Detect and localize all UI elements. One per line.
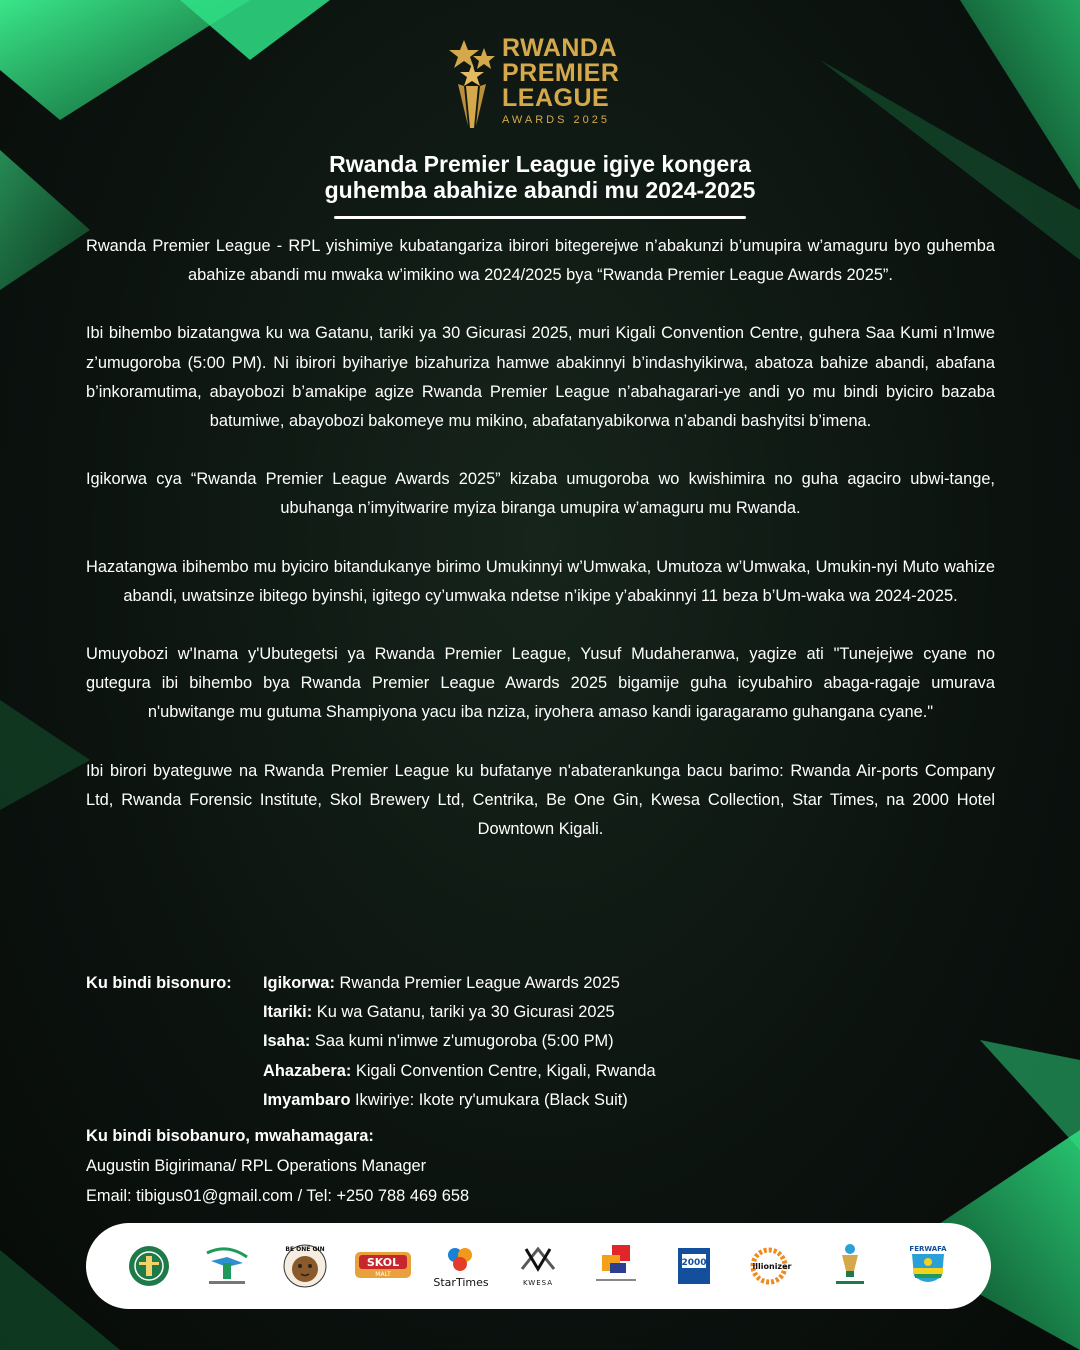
ferwafa-logo	[897, 1238, 959, 1294]
svg-text:KWESA: KWESA	[523, 1279, 554, 1287]
info-row-dress-code	[263, 1086, 656, 1115]
page-title	[140, 151, 940, 203]
paragraph-sponsors: Ibi birori byateguwe na Rwanda Premier League ku bufatanye n'abaterankunga bacu barimo: Rwanda Air-ports Company Ltd, Rwanda Forensic Institute, Skol Brewery Ltd, Centrika, Be One Gin, Kwesa Collection, Star Times, na 2000 Hotel Downtown Kigali.	[86, 761, 995, 839]
kwesa-logo	[507, 1238, 569, 1294]
star-trophy-icon	[444, 36, 500, 132]
info-row-venue	[263, 1057, 656, 1086]
title-divider	[334, 216, 746, 219]
event-info-list	[263, 969, 656, 1115]
contact-heading: Ku bindi bisobanuro, mwahamagara:	[86, 1127, 374, 1145]
rwanda-premier-league-logo	[819, 1238, 881, 1294]
svg-text:StarTimes: StarTimes	[432, 1276, 489, 1289]
info-value: Rwanda Premier League Awards 2025	[334, 974, 620, 992]
startimes-logo	[430, 1238, 492, 1294]
paragraph-event-details: Ibi bihembo bizatangwa ku wa Gatanu, tariki ya 30 Gicurasi 2025, muri Kigali Convention Centre, guhera Saa Kumi n’Imwe z’umugoroba (5:00 PM). Ni ibirori byihariye bizahuriza hamwe abakinnyi b’indashyikirwa, abatoza bahize abandi, abafana b’inkoramutima, abayobozi b’amakipe agize Rwanda Premier League n’abahagarari-ye andi yo mu bindi byiciro bazaba batumiwe, abayobozi bakomeye mu mikino, abafatanyabikorwa n’abandi bashyitsi b’imena.	[86, 324, 995, 431]
hotel-2000-logo	[663, 1238, 725, 1294]
svg-text:FERWAFA: FERWAFA	[909, 1245, 947, 1253]
paragraph-categories: Hazatangwa ibihembo mu byiciro bitandukanye birimo Umukinnyi w’Umwaka, Umutoza w’Umwaka, Umukin-nyi Muto wahize abandi, uwatsinze ibitego byinshi, igitego cy’umwaka ndetse n’ikipe y’abakinnyi 11 beza b’Um-waka wa 2024-2025.	[86, 557, 995, 605]
logo-subtitle: AWARDS 2025	[502, 114, 610, 126]
info-value: Ku wa Gatanu, tariki ya 30 Gicurasi 2025	[312, 1003, 615, 1022]
info-key: Ahazabera:	[263, 1061, 352, 1080]
be-one-gin-logo	[274, 1238, 336, 1294]
info-key: Imyambaro	[263, 1090, 351, 1109]
svg-text:SKOL: SKOL	[366, 1256, 399, 1269]
article-body	[86, 232, 995, 844]
svg-text:2000: 2000	[681, 1258, 707, 1268]
awards-logo	[444, 36, 644, 132]
logo-line-1: RWANDA	[502, 34, 618, 62]
event-info-label: Ku bindi bisonuro:	[86, 974, 232, 992]
title-line-2: guhemba abahize abandi mu 2024-2025	[324, 177, 756, 203]
title-line-1: Rwanda Premier League igiye kongera	[329, 151, 751, 177]
rwanda-airports-logo	[196, 1238, 258, 1294]
logo-line-3: LEAGUE	[502, 84, 610, 112]
forensic-institute-logo	[118, 1238, 180, 1294]
info-row-date	[263, 998, 656, 1027]
info-value: Saa kumi n'imwe z'umugoroba (5:00 PM)	[310, 1032, 614, 1051]
info-key: Igikorwa:	[263, 974, 335, 992]
paragraph-quote: Umuyobozi w'Inama y'Ubutegetsi ya Rwanda Premier League, Yusuf Mudaheranwa, yagize ati "Tunejejwe cyane no gutegura ibi bihembo bya Rwanda Premier League Awards 2025 bigamije guha icyubahiro abaga-ragaje umurava n'ubwitange mu gutuma Shampiyona yacu iba nziza, iryohera amaso kandi igaragaramo guhangana cyane."	[86, 645, 995, 722]
info-value: Kigali Convention Centre, Kigali, Rwanda	[351, 1061, 656, 1080]
skol-logo	[352, 1238, 414, 1294]
info-row-event	[263, 969, 656, 998]
svg-text:MALT: MALT	[374, 1271, 391, 1278]
info-value: Ikwiriye: Ikote ry'umukara (Black Suit)	[350, 1090, 628, 1109]
logo-line-2: PREMIER	[502, 59, 620, 87]
millionaire-logo	[741, 1238, 803, 1294]
sponsor-bar	[86, 1223, 991, 1309]
svg-text:BE ONE GIN: BE ONE GIN	[285, 1246, 325, 1253]
centrika-logo	[585, 1238, 647, 1294]
info-key: Isaha:	[263, 1032, 311, 1051]
svg-text:illionizer: illionizer	[752, 1262, 792, 1271]
contact-person: Augustin Bigirimana/ RPL Operations Manager	[86, 1157, 427, 1175]
paragraph-intro: Rwanda Premier League - RPL yishimiye kubatangariza ibirori bitegerejwe n’abakunzi b’umupira w’amaguru byo guhemba abahize abandi mu mwaka w’imikino wa 2024/2025 bya “Rwanda Premier League Awards 2025”.	[86, 237, 995, 285]
info-row-time	[263, 1027, 656, 1056]
paragraph-celebration: Igikorwa cya “Rwanda Premier League Awards 2025” kizaba umugoroba wo kwishimira no guha agaciro ubwi-tange, ubuhanga n’imyitwarire myiza biranga umupira w’amaguru mu Rwanda.	[86, 470, 995, 518]
contact-info	[86, 1121, 995, 1211]
info-key: Itariki:	[263, 1003, 313, 1022]
contact-details: Email: tibigus01@gmail.com / Tel: +250 788 469 658	[86, 1187, 470, 1205]
